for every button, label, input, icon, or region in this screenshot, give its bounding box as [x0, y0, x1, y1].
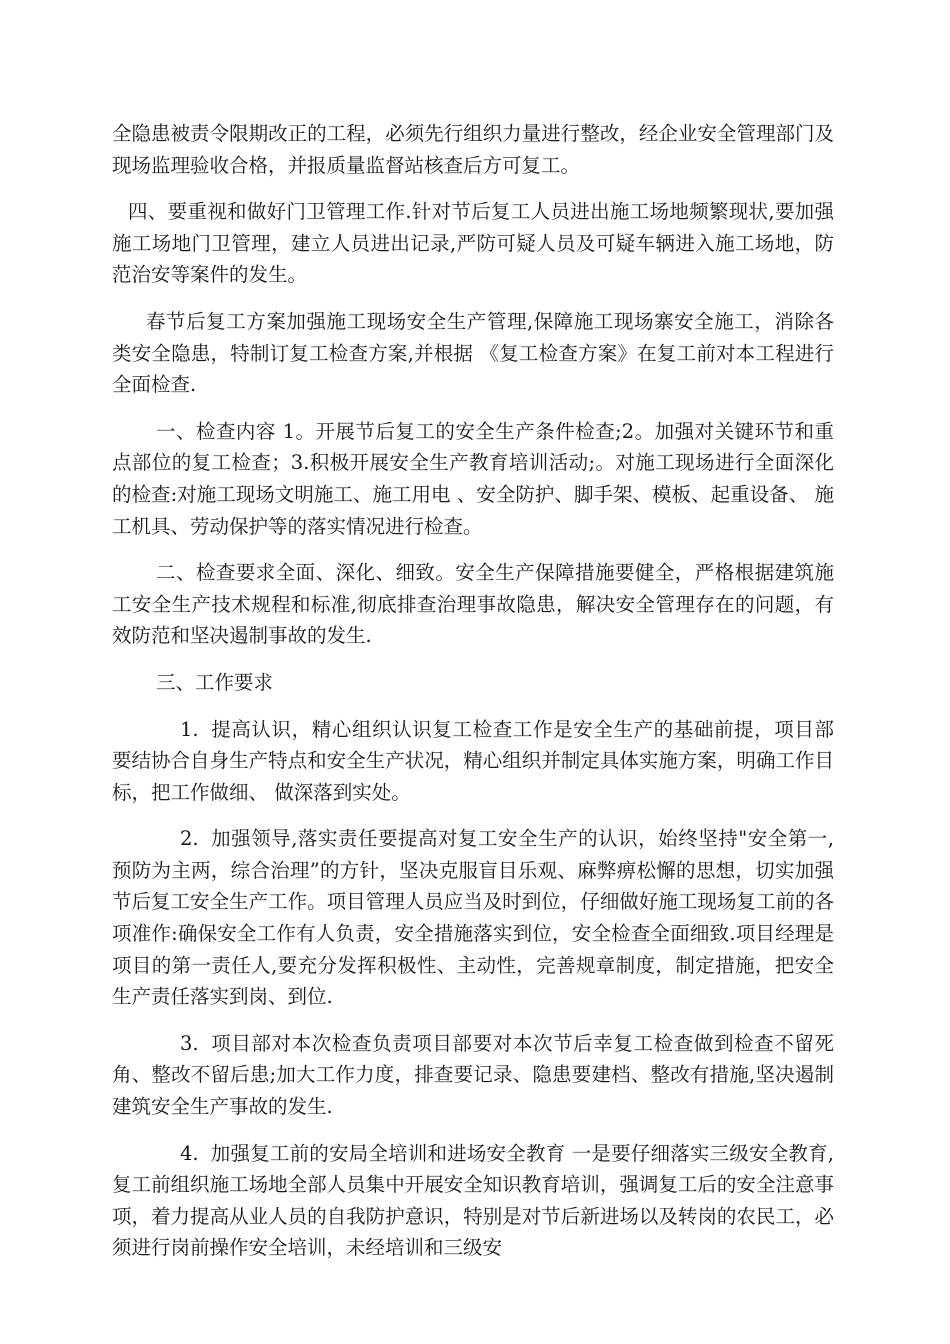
- requirements-list: [112, 714, 834, 1265]
- list-item-text: 加强领导,落实责任要提高对复工安全生产的认识，始终坚持"安全第一, 预防为主两，综合治理”的方针，坚决克服盲目乐观、麻弊痹松懈的思想，切实加强节后复工安全生产工作。项目管理人员应当及时到位，仔细做好施工现场复工前的各项准作:确保安全工作有人负责，安全措施落实到位，安全检查全面细致.项目经理是项目的第一责任人,要充分发挥积极性、主动性，完善规章制度，制定措施，把安全生产责任落实到岗、到位.: [112, 827, 834, 1009]
- list-item-text: 项目部对本次检查负责项目部要对本次节后幸复工检查做到检查不留死角、整改不留后患;加大工作力度，排查要记录、隐患要建档、整改有措施,坚决遏制建筑安全生产事故的发生.: [112, 1031, 834, 1119]
- paragraph-plan-intro: 春节后复工方案加强施工现场安全生产管理,保障施工现场寨安全施工，消除各类安全隐患，特制订复工检查方案,并根据 《复工检查方案》在复工前对本工程进行全面检查.: [112, 309, 834, 397]
- list-item-text: 加强复工前的安局全培训和进场安全教育 一是要仔细落实三级安全教育,复工前组织施工场地全部人员集中开展安全知识教育培训，强调复工后的安全注意事项，着力提高从业人员的自我防护意识，特别是对节后新进场以及转岗的农民工，必须进行岗前操作安全培训，未经培训和三级安: [112, 1141, 834, 1260]
- section-heading-work-requirements: 三、工作要求: [156, 670, 274, 694]
- paragraph-check-requirements: 二、检查要求全面、深化、细致。安全生产保障措施要健全，严格根据建筑施工安全生产技术规程和标准,彻底排查治理事故隐患，解决安全管理存在的问题，有效防范和坚决遏制事故的发生.: [112, 561, 834, 648]
- list-item: [112, 1138, 834, 1264]
- list-item-number: 1.: [180, 717, 199, 741]
- paragraph-check-content: 一、检查内容 1。开展节后复工的安全生产条件检查;2。加强对关键环节和重点部位的复工检查；3.积极开展安全生产教育培训活动;。对施工现场进行全面深化的检查:对施工现场文明施工、施工用电 、安全防护、脚手架、模板、起重设备、 施工机具、劳动保护等的落实情况进行检查。: [112, 419, 834, 538]
- paragraph-continuation: 全隐患被责令限期改正的工程，必须先行组织力量进行整改，经企业安全管理部门及现场监理验收合格，并报质量监督站核查后方可复工。: [112, 122, 834, 177]
- list-item-text: 提高认识，精心组织认识复工检查工作是安全生产的基础前提，项目部要结协合自身生产特点和安全生产状况，精心组织并制定具体实施方案，明确工作目标，把工作做细、 做深落到实处。: [112, 717, 834, 804]
- list-item-number: 4.: [180, 1141, 199, 1165]
- list-item-number: 2.: [180, 827, 199, 851]
- list-item: [112, 714, 834, 809]
- list-item-number: 3.: [180, 1031, 199, 1055]
- paragraph-section-four: 四、要重视和做好门卫管理工作.针对节后复工人员进出施工场地频繁现状,要加强施工场地门卫管理，建立人员进出记录,严防可疑人员及可疑车辆进入施工场地，防范治安等案件的发生。: [112, 200, 834, 287]
- list-item: [112, 1028, 834, 1123]
- document-body: [112, 118, 834, 1279]
- list-item: [112, 823, 834, 1013]
